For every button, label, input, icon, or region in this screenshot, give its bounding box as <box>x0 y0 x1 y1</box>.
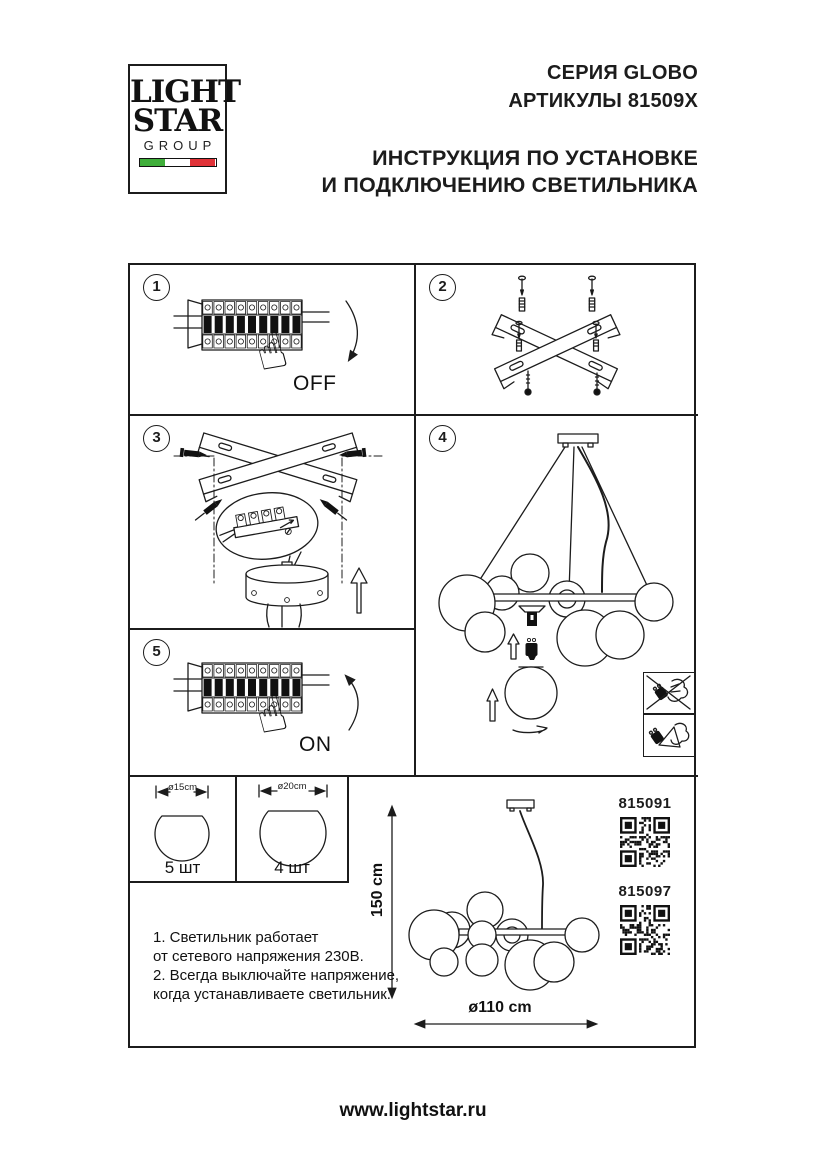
step1-diagram <box>130 265 414 414</box>
note-line: 2. Всегда выключайте напряжение, <box>153 967 400 984</box>
step-badge-4: 4 <box>429 425 456 452</box>
bulb-quantity: 5 шт <box>164 858 201 877</box>
cross-out <box>647 676 690 709</box>
height-dimension-label: 150 cm <box>369 862 386 918</box>
logo-word-group: GROUP <box>143 138 217 153</box>
title-line2: И ПОДКЛЮЧЕНИЮ СВЕТИЛЬНИКА <box>321 173 698 197</box>
qr-code-815091 <box>620 817 670 867</box>
anchor-screw <box>519 276 526 311</box>
g9-socket <box>519 606 545 626</box>
logo-word-star: STAR <box>132 103 223 139</box>
bulb-diameter-label: ø20cm <box>277 781 307 792</box>
article-number: 815091 <box>618 795 672 812</box>
width-dimension-label: ø110 cm <box>468 999 532 1016</box>
logo-word-light: LIGHT <box>130 74 241 110</box>
step3-cell <box>130 416 416 630</box>
step-badge-1: 1 <box>143 274 170 301</box>
dimension-diagram <box>130 777 694 1048</box>
glass-globe <box>505 667 557 719</box>
flag-green <box>140 159 165 166</box>
pointing-hand-icon: ☝ <box>249 682 294 747</box>
screw <box>180 448 208 460</box>
ceiling-canopy <box>246 562 328 627</box>
ceiling-plate <box>558 434 598 443</box>
g9-bulb <box>526 638 538 660</box>
anchor-screw <box>589 276 596 311</box>
articles-title: АРТИКУЛЫ 81509X <box>508 90 698 112</box>
arrow-up-curved <box>346 676 358 730</box>
step3-diagram <box>130 416 414 628</box>
screw <box>525 371 531 395</box>
step2-cell <box>416 265 698 416</box>
italian-flag-stripe <box>139 158 217 167</box>
note-line: 1. Светильник работает <box>153 929 319 946</box>
step5-diagram <box>130 630 414 775</box>
ceiling-plate <box>507 800 534 808</box>
step1-cell <box>130 265 416 416</box>
arrow-down-curved <box>346 301 357 360</box>
series-block <box>508 59 698 115</box>
bulb-diameter-label: ø15cm <box>167 782 198 793</box>
lightstar-logo <box>128 64 241 194</box>
step2-diagram <box>416 265 696 414</box>
step-badge-3: 3 <box>143 425 170 452</box>
on-label: ON <box>299 733 332 756</box>
website-url: www.lightstar.ru <box>339 1100 487 1121</box>
flag-red <box>190 159 215 166</box>
flag-white <box>165 159 190 166</box>
step-badge-5: 5 <box>143 639 170 666</box>
pointing-hand-icon: ☝ <box>249 319 294 384</box>
power-cable <box>520 811 543 929</box>
power-cable <box>578 447 609 592</box>
warning-use-cloth <box>643 714 695 757</box>
off-label: OFF <box>293 372 337 395</box>
bulb-quantity: 4 шт <box>274 858 310 877</box>
step5-cell <box>130 630 416 777</box>
step-badge-2: 2 <box>429 274 456 301</box>
note-line: когда устанавливаете светильник. <box>153 986 391 1003</box>
arrow-up-outline <box>487 689 498 721</box>
safety-notes <box>153 928 399 1004</box>
screw <box>318 497 348 522</box>
warning-no-bare-hands <box>643 672 695 714</box>
arrow-up-outline <box>508 634 519 659</box>
suspension-rods <box>472 447 652 596</box>
qr-code-815097 <box>620 905 670 955</box>
title-line1: ИНСТРУКЦИЯ ПО УСТАНОВКЕ <box>372 146 698 170</box>
article-number: 815097 <box>618 883 672 900</box>
arrow-up-outline <box>351 568 367 613</box>
series-title: СЕРИЯ GLOBO <box>547 62 698 84</box>
instruction-title <box>322 145 698 199</box>
note-line: от сетевого напряжения 230В. <box>153 948 364 965</box>
rotate-arrow <box>513 726 547 733</box>
